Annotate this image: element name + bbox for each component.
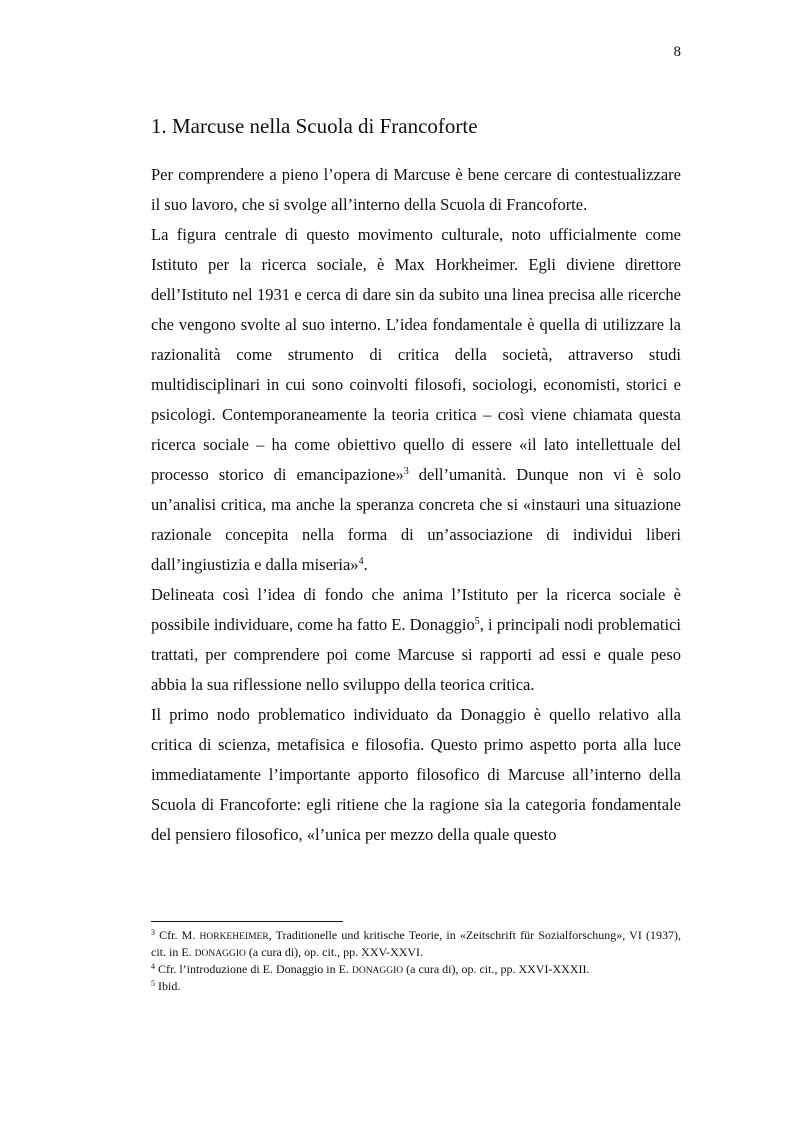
footnote-5 — [151, 979, 681, 994]
paragraph-1: Per comprendere a pieno l’opera di Marcuse è bene cercare di contestualizzare il suo lavoro, che si svolge all’interno della Scuola di Francoforte. — [151, 165, 681, 214]
footnote-5-number: 5 — [151, 979, 155, 988]
footnote-4-number: 4 — [151, 962, 155, 971]
author-name-donaggio: DONAGGIO — [351, 966, 404, 976]
footnote-separator — [151, 921, 343, 922]
paragraph-2-part-b: dell’umanità. Dunque non vi è solo un’analisi critica, ma anche la speranza concreta che si «instauri una situazione razionale concepita nella forma di un’associazione di individui liberi dall’ingiustizia e dalla miseria» — [151, 465, 682, 574]
body-text — [151, 160, 681, 850]
footnote-4-part-b: (a cura di), op. cit., pp. XXVI-XXXII. — [403, 962, 590, 976]
author-name-donaggio: DONAGGIO — [194, 949, 246, 959]
footnote-ref-5[interactable]: 5 — [474, 616, 480, 627]
footnote-ref-4[interactable]: 4 — [358, 556, 364, 567]
footnote-3-number: 3 — [151, 928, 155, 937]
footnote-3-part-a: Cfr. M. — [155, 928, 200, 942]
page-number: 8 — [673, 44, 681, 60]
footnote-ref-3[interactable]: 3 — [403, 466, 409, 477]
paragraph-3 — [151, 580, 681, 700]
footnote-3 — [151, 928, 681, 962]
footnotes — [151, 928, 681, 994]
paragraph-3-part-b: , i principali nodi problematici trattati, per comprendere poi come Marcuse si rapporti ad essi e quale peso abbia la sua riflessione nello sviluppo della teorica critica. — [151, 615, 681, 694]
footnote-5-text: Ibid. — [155, 979, 181, 993]
footnote-3-part-b: , Traditionelle und kritische Teorie, in «Zeitschrift für Sozialforschung», VI (1937), cit. in E. — [151, 928, 681, 959]
footnote-4-part-a: Cfr. l’introduzione di E. Donaggio in E. — [155, 962, 352, 976]
paragraph-2 — [151, 220, 681, 580]
paragraph-3-part-a: Delineata così l’idea di fondo che anima l’Istituto per la ricerca sociale è possibile individuare, come ha fatto E. Donaggio — [151, 585, 681, 634]
author-name-horkheimer: HORKEHEIMER — [199, 932, 269, 942]
paragraph-2-part-c: . — [363, 555, 368, 574]
paragraph-4: Il primo nodo problematico individuato da Donaggio è quello relativo alla critica di scienza, metafisica e filosofia. Questo primo aspetto porta alla luce immediatamente l’importante apporto filosofico di Marcuse all’interno della Scuola di Francoforte: egli ritiene che la ragione sia la categoria fondamentale del pensiero filosofico, «l’unica per mezzo della quale questo — [151, 705, 681, 844]
footnote-3-part-c: (a cura di), op. cit., pp. XXV-XXVI. — [245, 945, 424, 959]
paragraph-2-part-a: La figura centrale di questo movimento culturale, noto ufficialmente come Istituto per la ricerca sociale, è Max Horkheimer. Egli diviene direttore dell’Istituto nel 1931 e cerca di dare sin da subito una linea precisa alle ricerche che vengono svolte al suo interno. L’idea fondamentale è quella di utilizzare la razionalità come strumento di critica della società, attraverso studi multidisciplinari in cui sono coinvolti filosofi, sociologi, economisti, storici e psicologi. Contemporaneamente la teoria critica – così viene chiamata questa ricerca sociale – ha come obiettivo quello di essere «il lato intellettuale del processo storico di emancipazione» — [151, 225, 681, 484]
section-heading: 1. Marcuse nella Scuola di Francoforte — [151, 114, 478, 138]
footnote-4 — [151, 962, 681, 979]
